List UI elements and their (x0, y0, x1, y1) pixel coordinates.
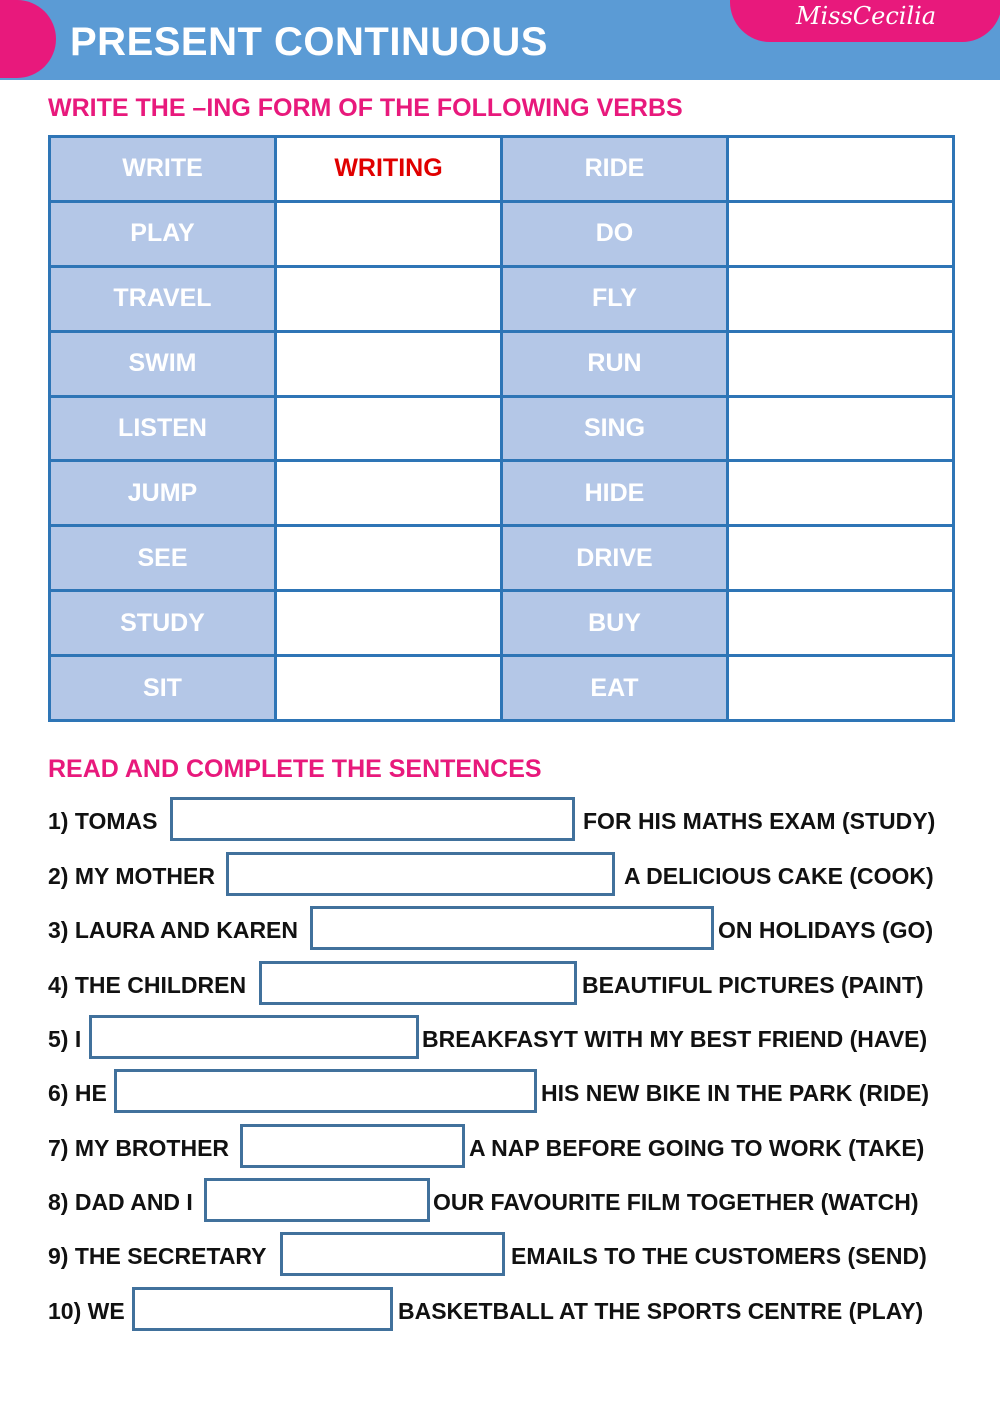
sentence-ending: BEAUTIFUL PICTURES (PAINT) (582, 972, 924, 998)
sentence-row (0, 1231, 1000, 1281)
sentence-subject: 5) I (48, 1026, 82, 1052)
verb-cell: TRAVEL (50, 266, 276, 331)
verb-cell: SWIM (50, 331, 276, 396)
answer-input[interactable] (170, 797, 575, 841)
sentence-subject: 1) TOMAS (48, 808, 158, 834)
answer-input[interactable] (204, 1178, 430, 1222)
answer-input[interactable] (280, 1232, 505, 1276)
verb-cell: WRITE (50, 137, 276, 202)
answer-input[interactable] (132, 1287, 393, 1331)
answer-input[interactable] (310, 906, 714, 950)
answer-cell[interactable]: WRITING (276, 137, 502, 202)
verb-cell: SIT (50, 656, 276, 721)
sentence-ending: FOR HIS MATHS EXAM (STUDY) (583, 808, 936, 834)
verb-cell: DO (502, 201, 728, 266)
sentence-subject: 10) WE (48, 1298, 125, 1324)
answer-input[interactable] (226, 852, 615, 896)
answer-input[interactable] (259, 961, 577, 1005)
section-heading-sentences: READ AND COMPLETE THE SENTENCES (48, 755, 542, 783)
verb-cell: PLAY (50, 201, 276, 266)
verb-cell: HIDE (502, 461, 728, 526)
verb-cell: BUY (502, 591, 728, 656)
page-title: PRESENT CONTINUOUS (70, 20, 548, 64)
sentence-ending: OUR FAVOURITE FILM TOGETHER (WATCH) (433, 1189, 919, 1215)
verb-cell: RUN (502, 331, 728, 396)
verb-cell: DRIVE (502, 526, 728, 591)
sentence-row (0, 1123, 1000, 1173)
answer-input[interactable] (114, 1069, 537, 1113)
answer-input[interactable] (89, 1015, 419, 1059)
verb-cell: SEE (50, 526, 276, 591)
sentence-ending: ON HOLIDAYS (GO) (718, 917, 934, 943)
sentence-row (0, 1177, 1000, 1227)
verb-cell: JUMP (50, 461, 276, 526)
sentence-row (0, 1014, 1000, 1064)
verb-cell: RIDE (502, 137, 728, 202)
sentence-subject: 9) THE SECRETARY (48, 1243, 267, 1269)
sentence-row (0, 1068, 1000, 1118)
verb-cell: LISTEN (50, 396, 276, 461)
logo: MissCecilia (795, 2, 937, 30)
sentence-ending: A DELICIOUS CAKE (COOK) (624, 863, 934, 889)
sentence-row (0, 1286, 1000, 1336)
sentence-subject: 3) LAURA AND KAREN (48, 917, 299, 943)
sentence-subject: 7) MY BROTHER (48, 1135, 230, 1161)
sentence-row (0, 851, 1000, 901)
sentence-ending: BASKETBALL AT THE SPORTS CENTRE (PLAY) (398, 1298, 924, 1324)
verb-cell: SING (502, 396, 728, 461)
verb-cell: FLY (502, 266, 728, 331)
sentence-subject: 6) HE (48, 1080, 107, 1106)
sentence-ending: EMAILS TO THE CUSTOMERS (SEND) (511, 1243, 927, 1269)
verb-cell: EAT (502, 656, 728, 721)
sentence-ending: BREAKFASYT WITH MY BEST FRIEND (HAVE) (422, 1026, 928, 1052)
verb-cell: STUDY (50, 591, 276, 656)
answer-input[interactable] (240, 1124, 465, 1168)
sentence-row (0, 796, 1000, 846)
section-heading-verbs: WRITE THE –ING FORM OF THE FOLLOWING VERBS (48, 94, 683, 122)
sentence-subject: 2) MY MOTHER (48, 863, 215, 889)
sentence-row (0, 960, 1000, 1010)
sentence-subject: 8) DAD AND I (48, 1189, 193, 1215)
sentence-subject: 4) THE CHILDREN (48, 972, 247, 998)
sentence-row (0, 905, 1000, 955)
sentence-ending: A NAP BEFORE GOING TO WORK (TAKE) (469, 1135, 925, 1161)
sentence-ending: HIS NEW BIKE IN THE PARK (RIDE) (541, 1080, 930, 1106)
